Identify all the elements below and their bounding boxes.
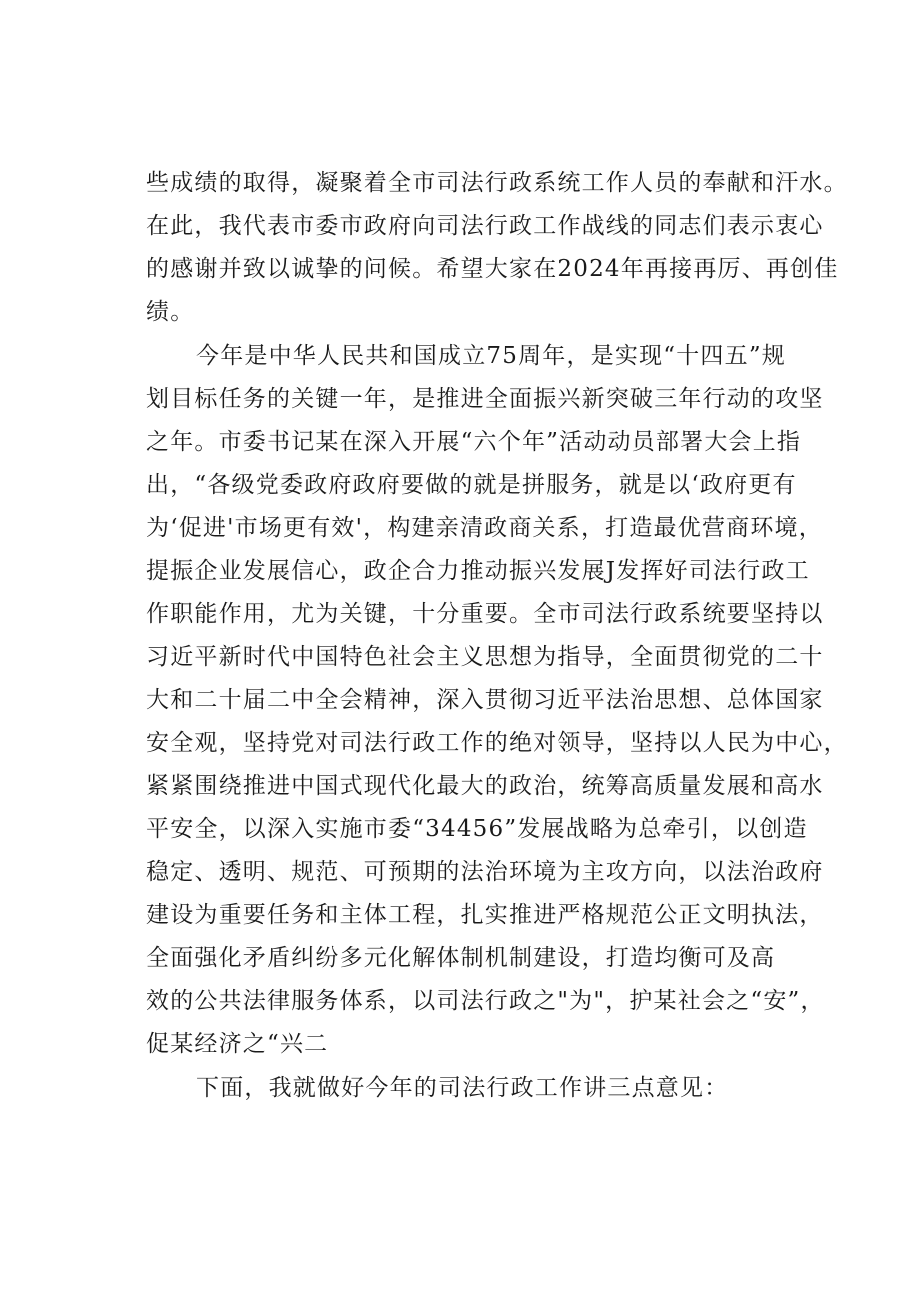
text-line-22: 下面，我就做好今年的司法行政工作讲三点意见： [196,1075,729,1101]
text-line-20: 效的公共法律服务体系，以司法行政之"为"，护某社会之“安”， [146,988,825,1014]
text-line-5: 今年是中华人民共和国成立75周年，是实现“十四五”规 [196,343,786,369]
text-line-17: 稳定、透明、规范、可预期的法治环境为主攻方向，以法治政府 [146,859,824,885]
text-line-13: 大和二十届二中全会精神，深入贯彻习近平法治思想、总体国家 [146,687,824,713]
text-line-10: 提振企业发展信心，政企合力推动振兴发展J发挥好司法行政工 [146,558,810,584]
text-line-15: 紧紧围绕推进中国式现代化最大的政治，统筹高质量发展和高水 [146,773,824,799]
text-line-16: 平安全，以深入实施市委“34456”发展战略为总牵引，以创造 [146,816,808,842]
text-line-4: 绩。 [146,299,195,325]
text-line-2: 在此，我代表市委市政府向司法行政工作战线的同志们表示衷心 [146,213,824,239]
text-line-7: 之年。市委书记某在深入开展“六个年”活动动员部署大会上指 [146,429,802,455]
text-line-6: 划目标任务的关键一年，是推进全面振兴新突破三年行动的攻坚 [146,386,824,412]
text-line-12: 习近平新时代中国特色社会主义思想为指导，全面贯彻党的二十 [146,644,824,670]
text-line-3: 的感谢并致以诚挚的问候。希望大家在2024年再接再厉、再创佳 [146,256,839,282]
text-line-19: 全面强化矛盾纠纷多元化解体制机制建设，打造均衡可及高 [146,945,776,971]
text-line-14: 安全观，坚持党对司法行政工作的绝对领导，坚持以人民为中心， [146,730,848,756]
text-line-11: 作职能作用，尤为关键，十分重要。全市司法行政系统要坚持以 [146,601,824,627]
text-line-1: 些成绩的取得，凝聚着全市司法行政系统工作人员的奉献和汗水。 [146,170,848,196]
text-line-21: 促某经济之“兴二 [146,1031,329,1057]
text-line-9: 为‘促进'市场更有效'，构建亲清政商关系，打造最优营商环境， [146,515,823,541]
text-line-18: 建设为重要任务和主体工程，扎实推进严格规范公正文明执法， [146,902,824,928]
text-line-8: 出，“各级党委政府政府要做的就是拼服务，就是以‘政府更有 [146,472,797,498]
